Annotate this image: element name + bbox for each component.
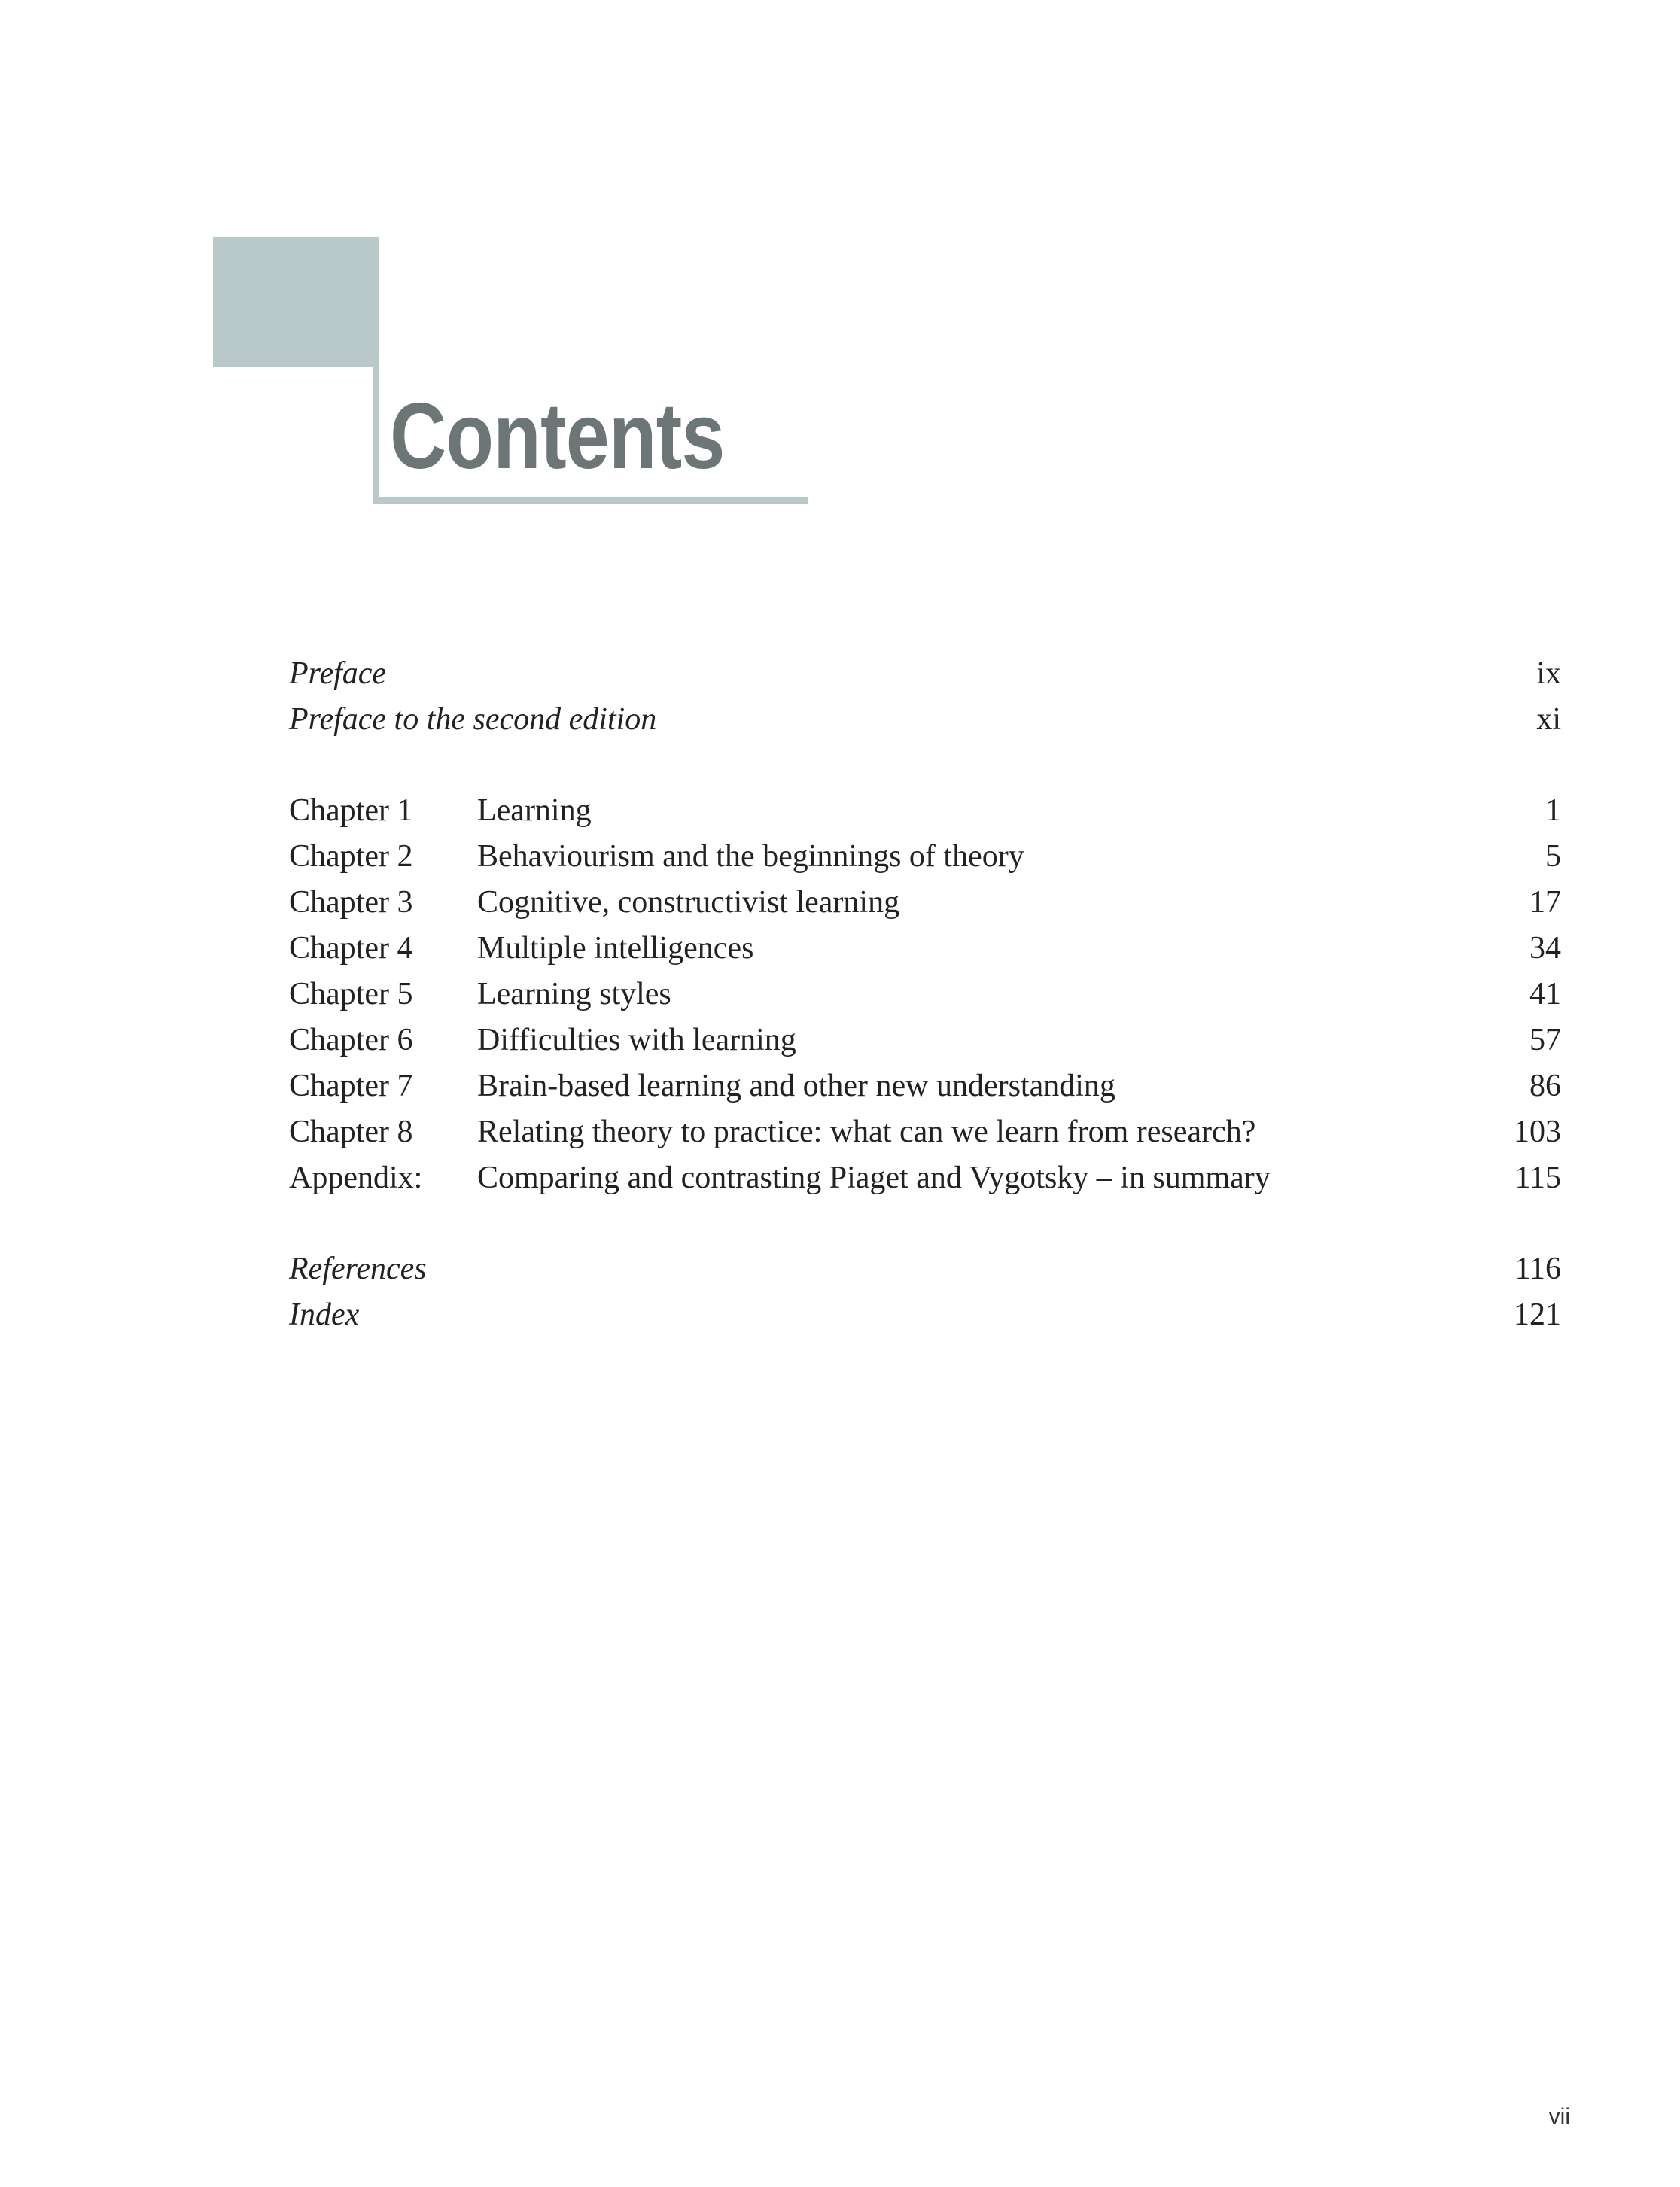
toc-entry-title: Behaviourism and the beginnings of theory	[477, 839, 1024, 874]
toc-entry-label: Chapter 6	[289, 1023, 413, 1057]
toc-entry-label: Chapter 8	[289, 1115, 413, 1149]
toc-entry-label: Chapter 2	[289, 839, 413, 874]
toc-entry-chapter-8[interactable]	[289, 1109, 1561, 1155]
toc-entry-chapter-7[interactable]	[289, 1063, 1561, 1109]
toc-entry-label: Preface	[289, 656, 387, 691]
toc-entry-appendix[interactable]	[289, 1155, 1561, 1201]
toc-entry-preface-second-edition[interactable]	[289, 697, 1561, 743]
toc-entry-page: 1	[1545, 793, 1561, 828]
toc-entry-page: 121	[1514, 1297, 1561, 1332]
toc-entry-label: Preface to the second edition	[289, 702, 657, 737]
toc-entry-title: Difficulties with learning	[477, 1023, 796, 1057]
toc-entry-label: References	[289, 1252, 427, 1286]
toc-entry-title: Comparing and contrasting Piaget and Vygotsky – in summary	[477, 1160, 1271, 1195]
toc-entry-title: Cognitive, constructivist learning	[477, 885, 900, 920]
toc-entry-label: Chapter 3	[289, 885, 413, 920]
toc-entry-label: Chapter 1	[289, 793, 413, 828]
toc-entry-page: 41	[1529, 977, 1561, 1011]
toc-entry-page: 116	[1514, 1252, 1561, 1286]
toc-entry-page: 5	[1545, 839, 1561, 874]
page-title: Contents	[390, 385, 725, 488]
toc-entry-page: 103	[1514, 1115, 1561, 1149]
toc-entry-chapter-3[interactable]	[289, 880, 1561, 926]
section-spacer	[289, 743, 1561, 788]
toc-entry-index[interactable]	[289, 1292, 1561, 1338]
toc-entry-page: 115	[1514, 1160, 1561, 1195]
toc-entry-title: Learning styles	[477, 977, 671, 1011]
toc-entry-chapter-1[interactable]	[289, 788, 1561, 834]
toc-entry-page: xi	[1536, 702, 1561, 737]
toc-entry-page: ix	[1536, 656, 1561, 691]
toc-entry-page: 86	[1529, 1069, 1561, 1103]
toc-entry-page: 34	[1529, 931, 1561, 966]
toc-entry-title: Multiple intelligences	[477, 931, 754, 966]
toc-entry-chapter-5[interactable]	[289, 972, 1561, 1017]
section-spacer	[289, 1201, 1561, 1246]
toc-entry-label: Chapter 4	[289, 931, 413, 966]
toc-entry-page: 17	[1529, 885, 1561, 920]
toc-entry-chapter-4[interactable]	[289, 926, 1561, 972]
heading-accent-block	[213, 237, 379, 367]
toc-entry-chapter-6[interactable]	[289, 1017, 1561, 1063]
toc-entry-label: Chapter 7	[289, 1069, 413, 1103]
heading-bracket-vertical	[373, 367, 379, 504]
heading-underline	[373, 497, 808, 504]
toc-entry-label: Appendix:	[289, 1160, 423, 1195]
page-number: vii	[1548, 2104, 1570, 2129]
toc-entry-title: Relating theory to practice: what can we learn from research?	[477, 1115, 1256, 1149]
toc-entry-references[interactable]	[289, 1246, 1561, 1292]
table-of-contents	[289, 651, 1561, 1338]
toc-entry-chapter-2[interactable]	[289, 834, 1561, 880]
toc-entry-preface[interactable]	[289, 651, 1561, 697]
toc-entry-page: 57	[1529, 1023, 1561, 1057]
toc-entry-title: Learning	[477, 793, 592, 828]
toc-entry-label: Index	[289, 1297, 360, 1332]
toc-entry-label: Chapter 5	[289, 977, 413, 1011]
toc-entry-title: Brain-based learning and other new understanding	[477, 1069, 1115, 1103]
